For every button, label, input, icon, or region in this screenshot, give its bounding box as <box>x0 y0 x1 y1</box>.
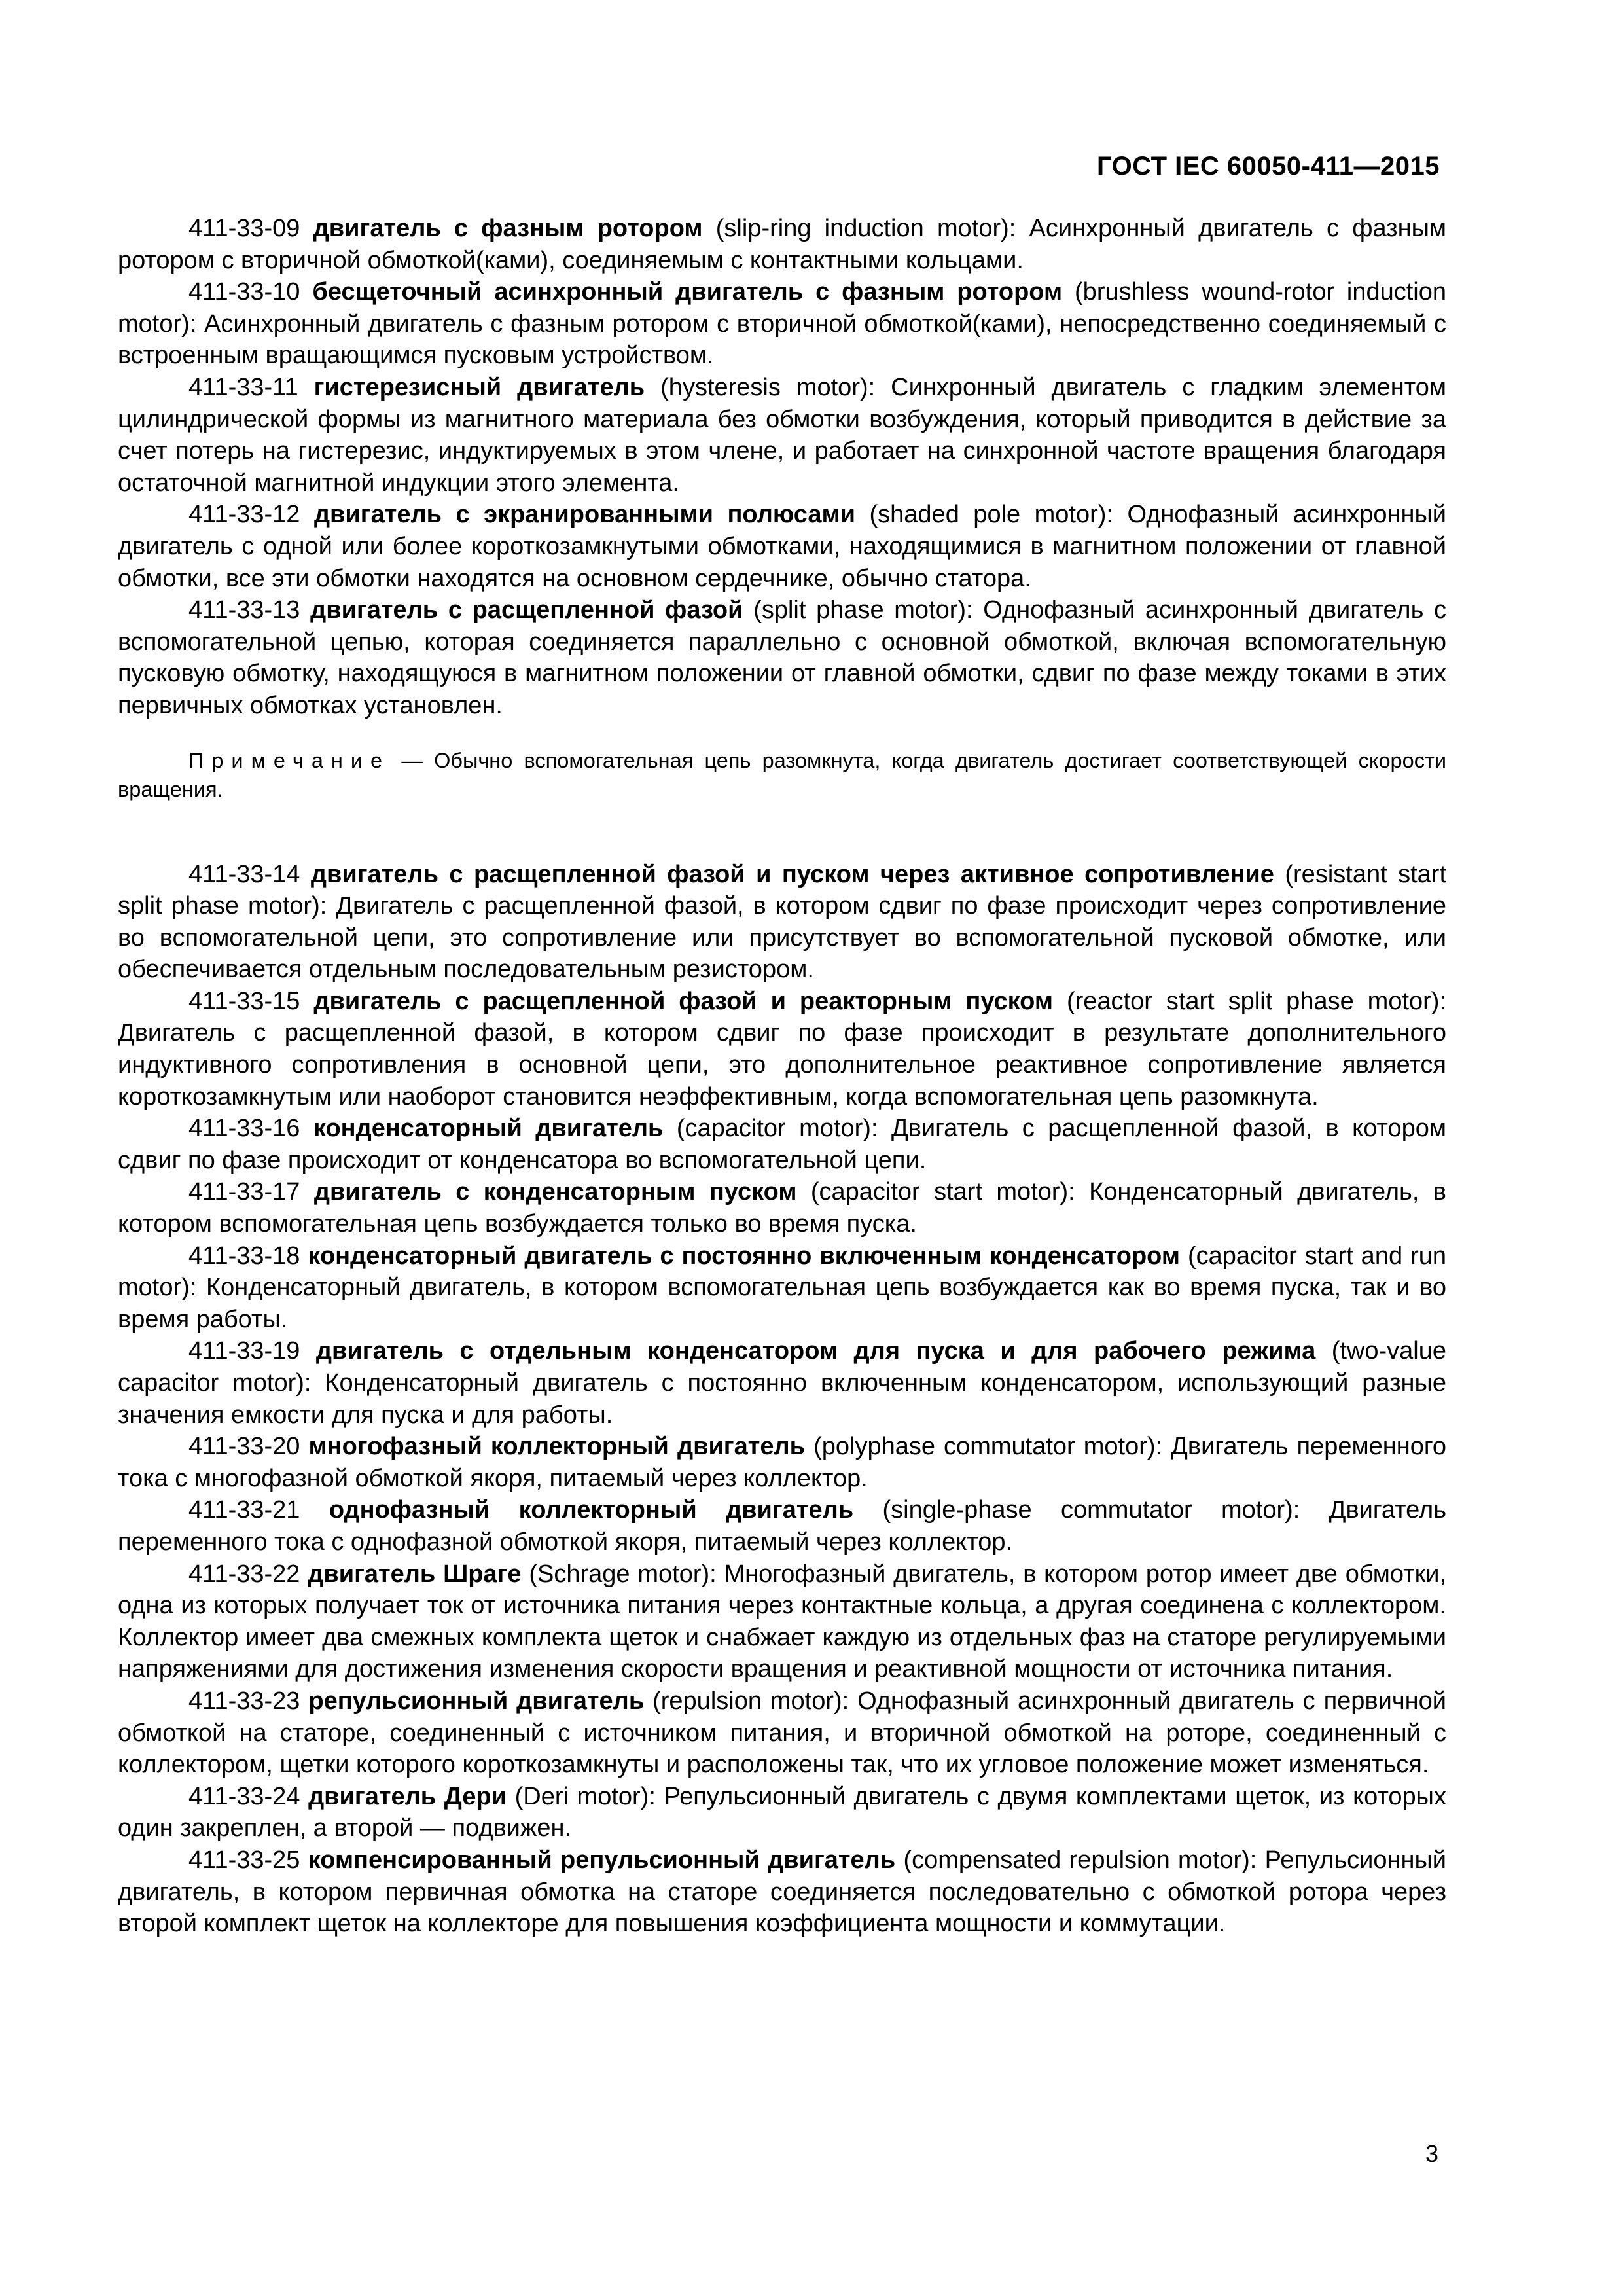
entry-term: однофазный коллекторный двигатель <box>329 1496 854 1524</box>
entry-definition: (split phase motor): Однофазный асинхронный двигатель с вспомогательной цепью, которая соединяется параллельно с основной обмоткой, включая вспомогательную пусковую обмотку, находящуюся в магнитном положении от главной обмотки, сдвиг по фазе между токами в этих первичных обмотках установлен. <box>118 596 1447 719</box>
entry-term: двигатель Шраге <box>308 1560 522 1588</box>
entry-number: 411-33-20 <box>188 1433 300 1461</box>
entry-definition: (capacitor motor): Двигатель с расщепленной фазой, в котором сдвиг по фазе происходит от конденсатора во вспомогательной цепи. <box>118 1115 1446 1174</box>
entry-number: 411-33-10 <box>188 278 300 306</box>
entry-number: 411-33-13 <box>188 596 300 624</box>
entry-term: двигатель с расщепленной фазой и пуском через активное сопротивление <box>310 860 1274 888</box>
entry-number: 411-33-17 <box>188 1178 300 1206</box>
term-entry <box>118 1685 1446 1781</box>
entry-definition: (hysteresis motor): Синхронный двигатель с гладким элементом цилиндрической формы из магнитного материала без обмотки возбуждения, который приводится в действие за счет потерь на гистерезис, индуктируемых в этом члене, и работает на синхронной частоте вращения благодаря остаточной магнитной индукции этого элемента. <box>118 373 1447 497</box>
entry-number: 411-33-09 <box>188 215 300 242</box>
entry-definition: (repulsion motor): Однофазный асинхронный двигатель с первичной обмоткой на статоре, соединенный с источником питания, и вторичной обмоткой на роторе, соединенный с коллектором, щетки которого короткозамкнуты и расположены так, что их угловое положение может изменяться. <box>118 1687 1446 1779</box>
entry-term: двигатель с фазным ротором <box>313 215 703 242</box>
entry-term: конденсаторный двигатель с постоянно включенным конденсатором <box>308 1242 1180 1270</box>
entry-number: 411-33-16 <box>188 1115 300 1143</box>
term-entry <box>118 1558 1446 1685</box>
entry-definition: (slip-ring induction motor): Асинхронный двигатель с фазным ротором с вторичной обмоткой(ками), соединяемым с контактными кольцами. <box>118 215 1447 274</box>
term-entry <box>118 276 1446 372</box>
entry-definition: (capacitor start and run motor): Конденсаторный двигатель, в котором вспомогательная цепь возбуждается как во время пуска, так и во время работы. <box>118 1242 1446 1333</box>
entry-definition: (capacitor start motor): Конденсаторный двигатель, в котором вспомогательная цепь возбуждается только во время пуска. <box>118 1178 1446 1238</box>
term-entry <box>118 1240 1446 1336</box>
note-text: — Обычно вспомогательная цепь разомкнута, когда двигатель достигает соответствующей скорости вращения. <box>118 748 1446 801</box>
entry-term: двигатель с отдельным конденсатором для пуска и для рабочего режима <box>315 1337 1316 1365</box>
entry-number: 411-33-15 <box>188 987 300 1015</box>
entry-definition: (single-phase commutator motor): Двигатель переменного тока с однофазной обмоткой якоря, питаемый через коллектор. <box>118 1496 1446 1556</box>
term-entry <box>118 1176 1446 1240</box>
entry-term: двигатель с расщепленной фазой <box>310 596 743 624</box>
entry-term: компенсированный репульсионный двигатель <box>308 1846 896 1874</box>
entry-number: 411-33-23 <box>188 1687 300 1715</box>
entry-definition: (shaded pole motor): Однофазный асинхронный двигатель с одной или более короткозамкнутыми обмотками, находящимися в магнитном положении от главной обмотки, все эти обмотки находятся на основном сердечнике, обычно статора. <box>118 501 1447 592</box>
term-entry <box>118 594 1446 721</box>
entry-definition: (compensated repulsion motor): Репульсионный двигатель, в котором первичная обмотка на статоре соединяется последовательно с обмоткой ротора через второй комплект щеток на коллекторе для повышения коэффициента мощности и коммутации. <box>118 1846 1447 1938</box>
entry-definition: (resistant start split phase motor): Двигатель с расщепленной фазой, в котором сдвиг по фазе происходит через сопротивление во вспомогательной цепи, это сопротивление или присутствует во вспомогательной пусковой обмотке, или обеспечивается отдельным последовательным резистором. <box>118 860 1446 984</box>
entry-definition: (Schrage motor): Многофазный двигатель, в котором ротор имеет две обмотки, одна из которых получает ток от источника питания через контактные кольца, а другая соединена с коллектором. Коллектор имеет два смежных комплекта щеток и снабжает каждую из отдельных фаз на статоре регулируемыми напряжениями для достижения изменения скорости вращения и реактивной мощности от источника питания. <box>118 1560 1447 1683</box>
entry-term: бесщеточный асинхронный двигатель с фазным ротором <box>312 278 1063 306</box>
entry-number: 411-33-14 <box>188 860 300 888</box>
term-entry <box>118 213 1446 276</box>
note-label: Примечание <box>188 748 391 772</box>
standard-header: ГОСТ IEC 60050-411—2015 <box>1096 152 1440 181</box>
entry-term: многофазный коллекторный двигатель <box>308 1433 806 1461</box>
entry-definition: (reactor start split phase motor): Двигатель с расщепленной фазой, в котором сдвиг по фазе происходит в результате дополнительного индуктивного сопротивления в основной цепи, это дополнительное реактивное сопротивление является короткозамкнутым или наоборот становится неэффективным, когда вспомогательная цепь разомкнута. <box>118 987 1447 1111</box>
entry-term: двигатель Дери <box>308 1782 507 1810</box>
term-entry <box>118 1113 1446 1176</box>
entry-number: 411-33-19 <box>188 1337 300 1365</box>
entry-term: конденсаторный двигатель <box>313 1115 664 1143</box>
entry-number: 411-33-12 <box>188 501 300 529</box>
term-entry <box>118 986 1446 1113</box>
entry-number: 411-33-11 <box>188 373 298 401</box>
entry-number: 411-33-21 <box>188 1496 300 1524</box>
document-body <box>118 213 1446 1940</box>
entry-number: 411-33-25 <box>188 1846 300 1874</box>
term-entry <box>118 1431 1446 1494</box>
term-entry <box>118 1494 1446 1558</box>
term-entry <box>118 1844 1446 1940</box>
entry-definition: (two-value capacitor motor): Конденсаторный двигатель с постоянно включенным конденсатором, использующий разные значения емкости для пуска и для работы. <box>118 1337 1446 1429</box>
entry-term: репульсионный двигатель <box>308 1687 645 1715</box>
entry-definition: (polyphase commutator motor): Двигатель переменного тока с многофазной обмоткой якоря, питаемый через коллектор. <box>118 1433 1447 1492</box>
term-entry <box>118 1781 1446 1844</box>
entry-number: 411-33-24 <box>188 1782 300 1810</box>
entry-definition: (Deri motor): Репульсионный двигатель с двумя комплектами щеток, из которых один закреплен, а второй — подвижен. <box>118 1782 1446 1842</box>
entry-number: 411-33-18 <box>188 1242 300 1270</box>
term-entry <box>118 499 1446 594</box>
entry-definition: (brushless wound-rotor induction motor): Асинхронный двигатель с фазным ротором с вторичной обмоткой(ками), непосредственно соединяемый с встроенным вращающимся пусковым устройством. <box>118 278 1447 370</box>
page-number: 3 <box>1425 2140 1438 2167</box>
entry-number: 411-33-22 <box>188 1560 300 1588</box>
entry-term: двигатель с экранированными полюсами <box>313 501 855 529</box>
entry-term: двигатель с конденсаторным пуском <box>313 1178 797 1206</box>
term-entry <box>118 1335 1446 1431</box>
entry-term: двигатель с расщепленной фазой и реакторным пуском <box>313 987 1053 1015</box>
term-entry <box>118 372 1446 499</box>
entry-term: гистерезисный двигатель <box>313 373 645 401</box>
term-entry <box>118 859 1446 986</box>
note <box>118 746 1446 804</box>
